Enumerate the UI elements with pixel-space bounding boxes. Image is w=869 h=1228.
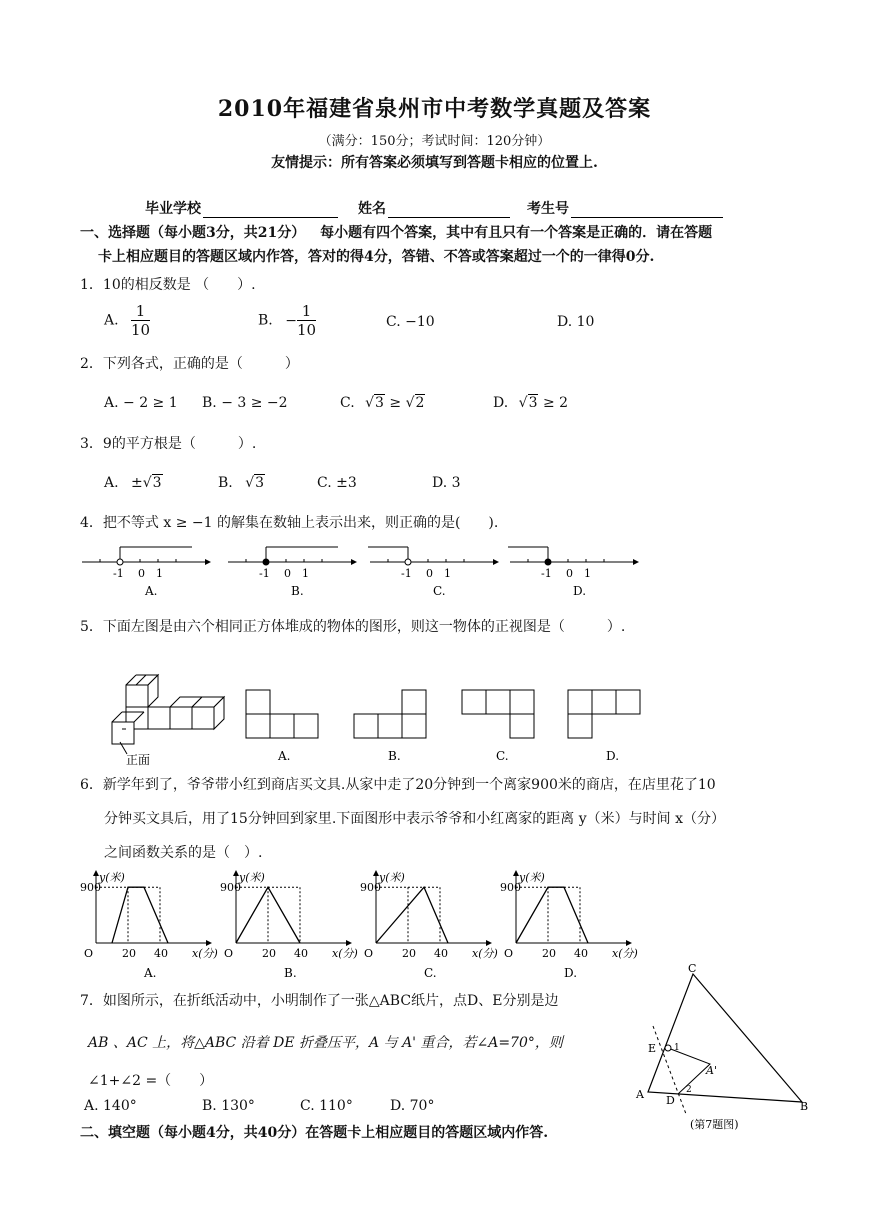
q5-text: 5．下面左图是由六个相同正方体堆成的物体的图形，则这一物体的正视图是（ ）. (80, 619, 626, 635)
q2-option-b: B. − 3 ≥ −2 (202, 395, 288, 411)
x-tick-40: 40 (574, 947, 588, 960)
name-label: 姓名 (358, 201, 386, 217)
q2-c-label: C. (340, 395, 355, 411)
q7-figure-caption: (第7题图) (690, 1118, 739, 1131)
q6-graph-d (500, 870, 638, 980)
q3-option-c: C. ±3 (317, 475, 357, 491)
section1-instruction-2: 卡上相应题目的答题区域内作答，答对的得4分，答错、不答或答案超过一个的一律得0分. (98, 249, 655, 265)
q5-option-b-label: B. (388, 749, 401, 763)
school-label: 毕业学校 (145, 201, 201, 217)
q6-option-label: B. (284, 966, 297, 980)
q7-option-d: D. 70° (390, 1098, 435, 1114)
q4-c-tick-0: 0 (426, 567, 433, 580)
q4-option-b-label: B. (291, 584, 304, 598)
q4-number-lines (80, 540, 640, 602)
q1-a-den: 10 (131, 321, 151, 339)
q7-option-c: C. 110° (300, 1098, 353, 1114)
page-title: 2010年福建省泉州市中考数学真题及答案 (217, 96, 652, 122)
q4-a-tick-0: 0 (138, 567, 145, 580)
q6-option-label: D. (564, 966, 578, 980)
distance-line (376, 887, 448, 943)
q1-b-num: 1 (297, 302, 316, 321)
q4-b-tick-0: 0 (284, 567, 291, 580)
q4-b-tick-1: 1 (302, 567, 309, 580)
q4-c-tick-1: 1 (444, 567, 451, 580)
q4-b-tick-neg1: -1 (259, 567, 270, 580)
q1-option-b (258, 302, 316, 339)
q6-line2: 分钟买文具后，用了15分钟回到家里.下面图形中表示爷爷和小红离家的距离 y（米）与时间 x（分） (104, 811, 725, 827)
q5-option-a-label: A. (278, 749, 291, 763)
q4-d-tick-1: 1 (584, 567, 591, 580)
q6-graphs (78, 868, 638, 983)
section1-heading: 一、选择题（每小题3分，共21分） (80, 225, 306, 241)
q7-line3: ∠1+∠2 =（ ） (88, 1073, 214, 1089)
q1-b-den: 10 (296, 321, 317, 339)
q5-cube-stack (112, 675, 224, 754)
q2-d-label: D. (493, 395, 509, 411)
x-axis-arrow (206, 940, 212, 946)
x-axis-label: x(分) (192, 947, 218, 960)
q6-line1: 6．新学年到了，爷爷带小红到商店买文具.从家中走了20分钟到一个离家900米的商店，在店里花了10 (80, 777, 716, 793)
q5-option-c-label: C. (496, 749, 509, 763)
q2-d-rad: 3 (528, 395, 538, 411)
x-tick-40: 40 (154, 947, 168, 960)
q5-option-d-figure (568, 690, 640, 738)
friendly-tip: 友情提示：所有答案必须填写到答题卡相应的位置上. (271, 155, 598, 171)
school-field (145, 198, 338, 218)
name-field (358, 198, 510, 218)
section1-instruction-1: 每小题有四个答案，其中有且只有一个答案是正确的．请在答题 (320, 225, 713, 241)
q6-graph-c (360, 870, 498, 980)
name-blank (388, 203, 510, 218)
label-angle-2: 2 (686, 1085, 692, 1095)
point-e-marker (665, 1045, 671, 1051)
origin-label: O (504, 947, 514, 960)
q6-graph-a (80, 870, 218, 980)
q3-a-pre: ± (131, 475, 143, 491)
q2-option-c: C. √3 ≥ √2 (340, 395, 425, 411)
q3-option-d: D. 3 (432, 475, 461, 491)
y-tick-900: 900 (360, 881, 381, 895)
q4-option-d-label: D. (573, 584, 587, 598)
q3-b-rad: 3 (255, 475, 265, 491)
q2-option-a: A. − 2 ≥ 1 (104, 395, 178, 411)
label-b: B (800, 1100, 809, 1113)
q7-option-b: B. 130° (202, 1098, 255, 1114)
q1-b-fraction (297, 302, 316, 339)
q7-line2: AB 、AC 上，将△ABC 沿着 DE 折叠压平，A 与 A' 重合，若∠A=70°，则 (88, 1035, 563, 1051)
q4-c-tick-neg1: -1 (401, 567, 412, 580)
x-tick-40: 40 (434, 947, 448, 960)
q3-option-a: A. ±√3 (104, 475, 162, 491)
triangle-abc (648, 974, 802, 1102)
q6-option-label: C. (424, 966, 437, 980)
x-axis-label: x(分) (612, 947, 638, 960)
x-axis-arrow (486, 940, 492, 946)
q7-line1: 7．如图所示，在折纸活动中，小明制作了一张△ABC纸片，点D、E分别是边 (80, 993, 559, 1009)
q4-a-tick-neg1: -1 (113, 567, 124, 580)
q3-text: 3．9的平方根是（ ）. (80, 436, 257, 452)
q2-c-rad1: 3 (375, 395, 384, 411)
q3-a-label: A. (104, 475, 119, 491)
q1-b-label: B. (258, 312, 273, 329)
q2-d-rest: ≥ 2 (542, 395, 569, 411)
q5-option-c-figure (462, 690, 534, 738)
q2-text: 2．下列各式，正确的是（ ） (80, 356, 299, 372)
id-blank (571, 203, 723, 218)
x-axis-arrow (626, 940, 632, 946)
q1-option-d: D. 10 (557, 314, 595, 330)
id-field (527, 198, 723, 218)
q5-figures (100, 672, 660, 767)
origin-label: O (84, 947, 94, 960)
q4-option-a-label: A. (145, 584, 158, 598)
x-tick-20: 20 (262, 947, 276, 960)
q5-option-d-label: D. (606, 749, 620, 763)
q1-b-sign: − (285, 312, 297, 329)
x-tick-20: 20 (402, 947, 416, 960)
q5-option-a-figure (246, 690, 318, 738)
q1-text: 1．10的相反数是 （ ）. (80, 277, 256, 293)
q4-line-b (228, 547, 357, 598)
q3-a-rad: 3 (152, 475, 162, 491)
x-axis-label: x(分) (472, 947, 498, 960)
y-tick-900: 900 (500, 881, 521, 895)
x-tick-40: 40 (294, 947, 308, 960)
y-axis-label: y(米) (239, 871, 265, 884)
q4-text: 4．把不等式 x ≥ −1 的解集在数轴上表示出来，则正确的是( ). (80, 515, 499, 531)
distance-line (516, 887, 588, 943)
origin-label: O (364, 947, 374, 960)
q3-b-label: B. (218, 475, 233, 491)
q1-a-fraction (131, 302, 150, 339)
q2-c-op: ≥ (389, 395, 402, 411)
q4-a-tick-1: 1 (156, 567, 163, 580)
label-a-prime: A' (706, 1064, 717, 1077)
q1-option-a (104, 302, 150, 339)
id-label: 考生号 (527, 201, 569, 217)
q4-line-d (508, 547, 639, 598)
exam-subtitle: （满分：150分；考试时间：120分钟） (318, 134, 551, 149)
section2-heading: 二、填空题（每小题4分，共40分）在答题卡上相应题目的答题区域内作答. (80, 1125, 549, 1141)
q1-option-c: C. −10 (386, 314, 435, 330)
q4-line-a (82, 547, 211, 598)
y-tick-900: 900 (80, 881, 101, 895)
q7-figure (628, 964, 818, 1136)
y-axis-label: y(米) (379, 871, 405, 884)
q5-option-b-figure (354, 690, 426, 738)
label-angle-1: 1 (674, 1043, 680, 1053)
q6-line3: 之间函数关系的是（ ）. (104, 845, 263, 861)
q2-option-d: D. √3 ≥ 2 (493, 395, 569, 411)
q4-d-tick-neg1: -1 (541, 567, 552, 580)
label-d: D (666, 1094, 675, 1107)
q2-c-rad2: 2 (415, 395, 425, 411)
section1-instruction (80, 222, 712, 242)
q4-option-c-label: C. (433, 584, 446, 598)
x-tick-20: 20 (542, 947, 556, 960)
q1-a-num: 1 (131, 302, 150, 321)
q4-line-c (368, 547, 499, 598)
q7-option-a: A. 140° (84, 1098, 137, 1114)
x-tick-20: 20 (122, 947, 136, 960)
q6-option-label: A. (144, 966, 157, 980)
q6-graph-b (220, 870, 358, 980)
y-axis-label: y(米) (519, 871, 545, 884)
x-axis-arrow (346, 940, 352, 946)
origin-label: O (224, 947, 234, 960)
school-blank (203, 203, 338, 218)
q3-option-b: B. √3 (218, 475, 265, 491)
y-axis-label: y(米) (99, 871, 125, 884)
label-e: E (648, 1042, 657, 1055)
x-axis-label: x(分) (332, 947, 358, 960)
y-tick-900: 900 (220, 881, 241, 895)
label-c: C (688, 964, 697, 975)
q1-a-label: A. (104, 312, 119, 329)
q5-front-label: 正面 (126, 753, 151, 767)
q4-d-tick-0: 0 (566, 567, 573, 580)
label-a: A (636, 1088, 644, 1101)
